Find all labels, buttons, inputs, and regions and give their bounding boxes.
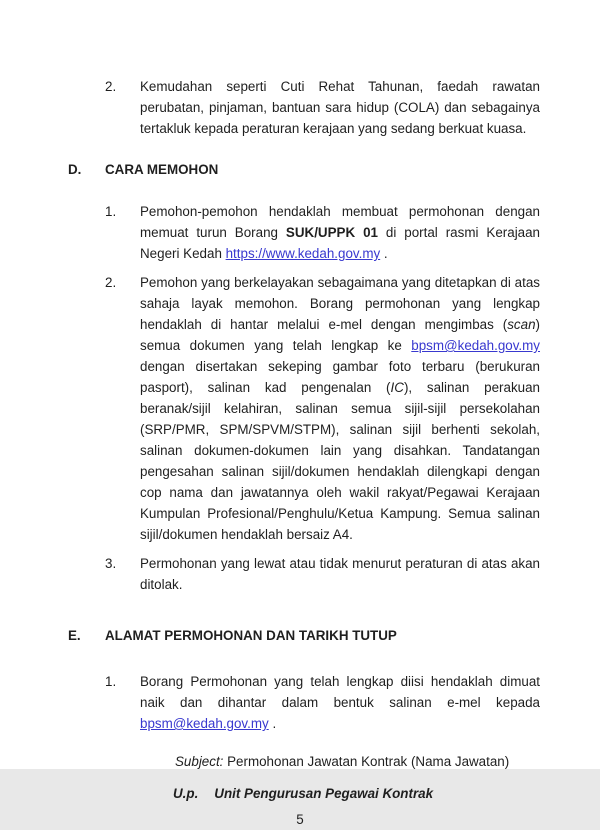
section-e-letter: E. (68, 628, 81, 643)
text-segment: Borang Permohonan yang telah lengkap diisi hendaklah dimuat naik dan dihantar dalam bentuk salinan e-mel kepada (140, 674, 540, 710)
list-item-text (140, 671, 540, 734)
attention-text: Unit Pengurusan Pegawai Kontrak (214, 786, 434, 801)
list-item-text (140, 272, 540, 545)
list-item-d2 (105, 272, 540, 545)
section-d-title: CARA MEMOHON (105, 162, 219, 177)
form-code: SUK/UPPK 01 (285, 225, 378, 240)
list-item-number: 2. (105, 275, 117, 290)
page-number: 5 (296, 812, 304, 827)
list-item-number: 2. (105, 79, 117, 94)
text-segment: ), salinan perakuan beranak/sijil kelahiran, salinan semua sijil-sijil persekolahan (SRP/PMR, SPM/SPVM/STPM), salinan sijil berhenti sekolah, salinan dokumen-dokumen lain yang disahkan. Tandatangan pengesahan salinan sijil/dokumen hendaklah dilengkapi dengan cop nama dan jawatannya oleh wakil rakyat/Pegawai Kerajaan Kumpulan Profesional/Penghulu/Ketua Kampung. Semua salinan sijil/dokumen hendaklah bersaiz A4. (140, 380, 540, 542)
list-item-benefits (105, 76, 540, 139)
list-item-text: Permohonan yang lewat atau tidak menurut peraturan di atas akan ditolak. (140, 556, 540, 592)
text-segment: Pemohon-pemohon hendaklah membuat permohonan dengan memuat turun Borang (140, 204, 540, 240)
list-item-text: Kemudahan seperti Cuti Rehat Tahunan, faedah rawatan perubatan, pinjaman, bantuan sara hidup (COLA) dan sebagainya tertakluk kepada peraturan kerajaan yang sedang berkuat kuasa. (140, 79, 540, 136)
subject-label: Subject: (175, 754, 224, 769)
email-subject-line (175, 751, 540, 772)
list-item-number: 3. (105, 556, 117, 571)
section-e-heading (68, 625, 540, 646)
attention-line (173, 783, 540, 804)
list-item-number: 1. (105, 204, 117, 219)
text-segment: Pemohon yang berkelayakan sebagaimana yang ditetapkan di atas sahaja layak memohon. Borang permohonan yang lengkap hendaklah di hantar melalui e-mel dengan mengimbas ( (140, 275, 540, 332)
list-item-e1 (105, 671, 540, 734)
section-d-letter: D. (68, 162, 82, 177)
bpsm-email-link[interactable]: bpsm@kedah.gov.my (140, 716, 269, 731)
text-segment: . (380, 246, 388, 261)
italic-scan: scan (507, 317, 536, 332)
list-item-text (140, 201, 540, 264)
text-segment: . (268, 716, 277, 731)
subject-text: Permohonan Jawatan Kontrak (Nama Jawatan) (223, 754, 510, 769)
bpsm-email-link[interactable]: bpsm@kedah.gov.my (411, 338, 540, 353)
section-e-title: ALAMAT PERMOHONAN DAN TARIKH TUTUP (105, 628, 397, 643)
section-d-heading (68, 159, 540, 180)
kedah-portal-link[interactable]: https://www.kedah.gov.my (225, 246, 381, 261)
attention-label: U.p. (173, 786, 199, 801)
text-segment: dengan disertakan sekeping gambar foto terbaru (berukuran pasport), salinan kad pengenalan ( (140, 359, 540, 395)
text-segment: ) semua dokumen yang telah lengkap ke (140, 317, 540, 353)
text-segment: di portal rasmi Kerajaan Negeri Kedah (140, 225, 541, 261)
list-item-d1 (105, 201, 540, 264)
list-item-number: 1. (105, 674, 117, 689)
list-item-d3 (105, 553, 540, 595)
italic-ic: IC (390, 380, 404, 395)
